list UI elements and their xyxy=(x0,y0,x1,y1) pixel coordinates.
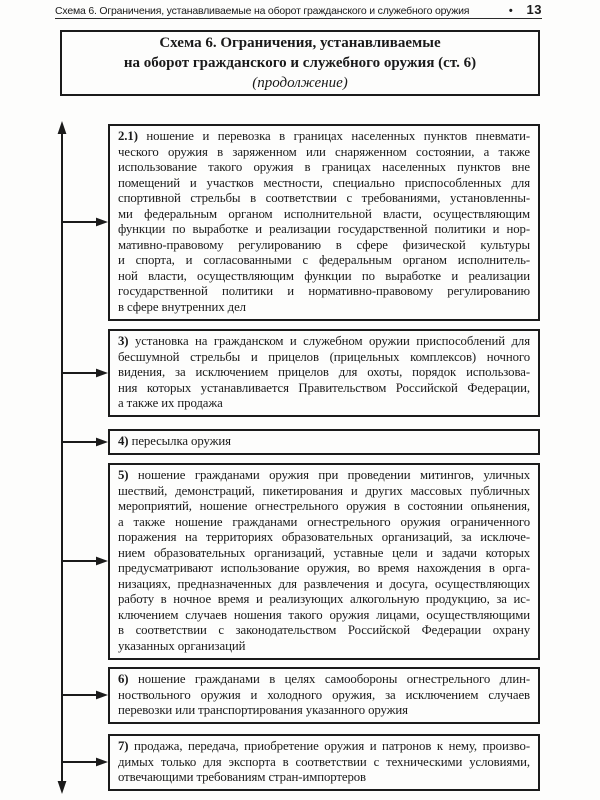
box-text-line: мероприятий, ношение огнестрельного оружия в состоянии опьянения, xyxy=(118,499,530,513)
box-text-line: 3) установка на гражданском и служебном оружии приспособлений для xyxy=(118,334,530,348)
flow-box-3 xyxy=(108,329,540,417)
box-text-line: ключением случаев ношения такого оружия лицами, осуществляющими xyxy=(118,607,530,622)
arrow-down-icon xyxy=(58,781,67,794)
box-text-line: ческого оружия в заряженном или снаряженном состоянии, а также xyxy=(118,144,530,159)
box-text-line: указанных организаций xyxy=(118,638,246,653)
box-text-line: работу в ночное время и реализующих алкогольную продукцию, за ис- xyxy=(118,592,530,606)
arrow-right-icon xyxy=(96,691,108,700)
header-rule xyxy=(55,18,542,19)
item-number: 3) xyxy=(118,334,129,348)
box-text-line: спортивной стрельбы в соответствии с требованиями, установленны- xyxy=(118,191,530,205)
box-text-line: 2.1) ношение и перевозка в границах населенных пунктов пневмати- xyxy=(118,129,530,143)
scheme-title-line2: на оборот гражданского и служебного оружия (ст. 6) xyxy=(123,55,477,71)
box-text-line: видения, за исключением прицелов для охоты, порядок использова- xyxy=(118,365,530,379)
flow-box-2-1 xyxy=(108,124,540,321)
box-text-line: предусматривают использование оружия, во время нахождения в орга- xyxy=(118,561,530,575)
running-title: Схема 6. Ограничения, устанавливаемые на оборот гражданского и служебного оружия xyxy=(55,5,470,17)
item-number: 7) xyxy=(118,739,129,753)
box-text-line: в соответствии с законодательством Российской Федерации охрану xyxy=(118,623,530,637)
item-number: 4) xyxy=(118,434,129,448)
box-text-line: помещений и участков местности, специально приспособленных для xyxy=(118,175,530,190)
box-text-line: государственной политики и нормативно-правовому регулированию xyxy=(118,284,530,298)
flow-box-5 xyxy=(108,463,540,660)
header-bullet: • xyxy=(508,5,513,17)
box-text-line: 6) ношение гражданами в целях самообороны огнестрельного длин- xyxy=(118,672,530,686)
box-text-line: 5) ношение гражданами оружия при проведении митингов, уличных xyxy=(118,468,530,482)
flow-box-4 xyxy=(108,429,540,455)
box-text-line: использование такого оружия в границах населенных пунктов вне xyxy=(118,160,530,174)
box-text-line: а также ношение гражданами огнестрельного оружия ограниченного xyxy=(118,514,530,529)
arrow-right-icon xyxy=(96,369,108,378)
arrow-right-icon xyxy=(96,438,108,447)
box-text-line: поражения на территориях образовательных организаций, за исключе- xyxy=(118,530,530,544)
box-text-line: шествий, демонстраций, пикетирования и других массовых публичных xyxy=(118,483,530,498)
box-text-line: и спорта, и согласованными с федеральным органом исполнитель- xyxy=(118,253,530,267)
box-text-line: низациях, предназначенных для развлечения и досуга, осуществляющих xyxy=(118,576,530,591)
box-text-line: ной власти, осуществляющим функции по выработке и реализации xyxy=(118,268,530,283)
box-text-line: 7) продажа, передача, приобретение оружия и патронов к нему, произво- xyxy=(118,739,530,753)
scheme-title-box xyxy=(60,30,540,96)
box-text-line: бесшумной стрельбы и прицелов (прицельных комплексов) ночного xyxy=(118,349,530,364)
connector-branches xyxy=(61,218,108,767)
box-text-line: в сфере внутренних дел xyxy=(118,299,246,314)
scheme-title-line1: Схема 6. Ограничения, устанавливаемые xyxy=(159,35,441,51)
arrow-right-icon xyxy=(96,218,108,227)
item-number: 6) xyxy=(118,672,129,686)
box-text-line: перевозки или транспортирования указанного оружия xyxy=(118,703,408,717)
box-text-line: отвечающими требованиям стран-импортеров xyxy=(118,770,366,784)
arrow-right-icon xyxy=(96,557,108,566)
box-text-line: нием образовательных организаций, уставные цели и задачи которых xyxy=(118,545,530,560)
box-text-line: мативно-правовому регулированию в сфере физической культуры xyxy=(118,237,530,252)
box-text-line: ноствольного оружия и холодного оружия, за исключением случаев xyxy=(118,687,530,702)
arrow-right-icon xyxy=(96,758,108,767)
flow-box-7 xyxy=(108,734,540,791)
box-text-line: а также их продажа xyxy=(118,396,223,410)
box-text-line: димых только для экспорта в соответствии с техническими условиями, xyxy=(118,754,530,769)
scheme-title-continuation: (продолжение) xyxy=(252,75,348,91)
page-number: 13 xyxy=(526,2,542,17)
box-text-line: функции по выработке и реализации государственной политики и нор- xyxy=(118,222,530,236)
box-text-line: ми федеральным органом исполнительной власти, осуществляющим xyxy=(118,206,530,221)
flow-box-6 xyxy=(108,667,540,724)
box-text-line: ния которых устанавливается Правительством Российской Федерации, xyxy=(118,380,530,395)
page-header xyxy=(55,2,542,17)
item-number: 2.1) xyxy=(118,129,138,143)
arrow-up-icon xyxy=(58,121,67,134)
item-number: 5) xyxy=(118,468,129,482)
box-text-line: 4) пересылка оружия xyxy=(118,434,231,448)
